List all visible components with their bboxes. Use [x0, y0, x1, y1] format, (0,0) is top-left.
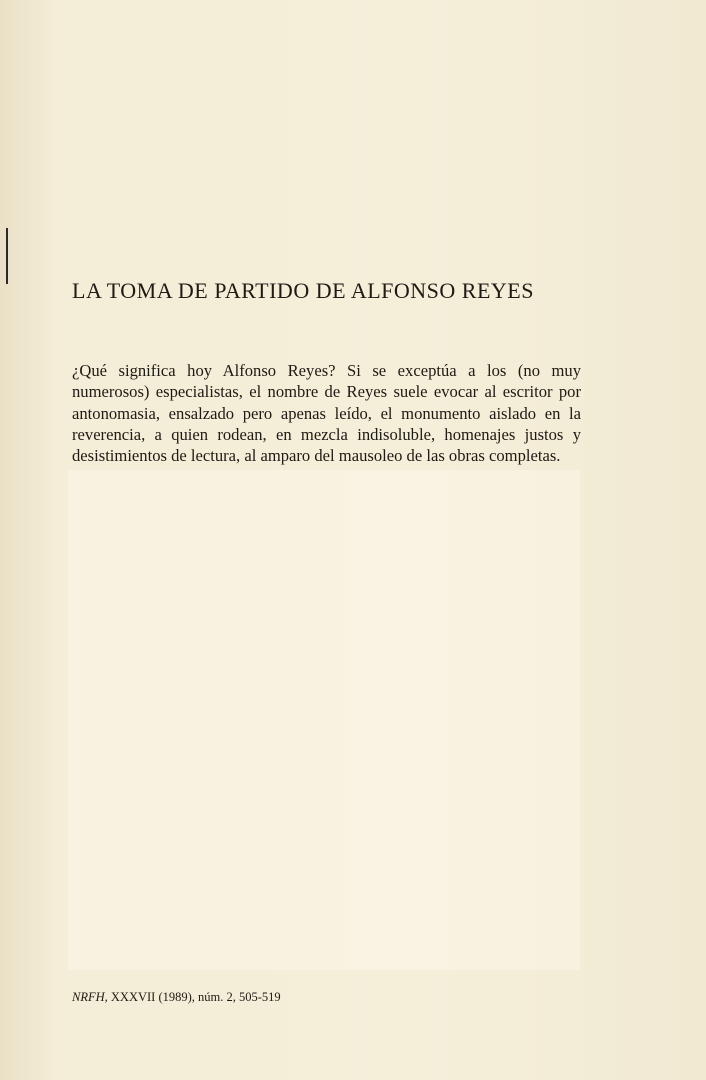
journal-name: NRFH,: [72, 990, 108, 1004]
citation-details: XXXVII (1989), núm. 2, 505-519: [107, 990, 281, 1004]
opening-paragraph: ¿Qué significa hoy Alfonso Reyes? Si se exceptúa a los (no muy numerosos) especialistas, el nombre de Reyes suele evocar al escritor por antonomasia, ensalzado pero apenas leído, el monumento aislado en la reverencia, a quien rodean, en mezcla indisoluble, homenajes justos y desistimientos de lectura, al amparo del mausoleo de las obras completas.: [72, 361, 581, 466]
paper-texture: [68, 470, 580, 970]
journal-citation: [72, 990, 281, 1005]
article-title: LA TOMA DE PARTIDO DE ALFONSO REYES: [72, 278, 534, 303]
margin-pencil-mark: [6, 228, 8, 284]
